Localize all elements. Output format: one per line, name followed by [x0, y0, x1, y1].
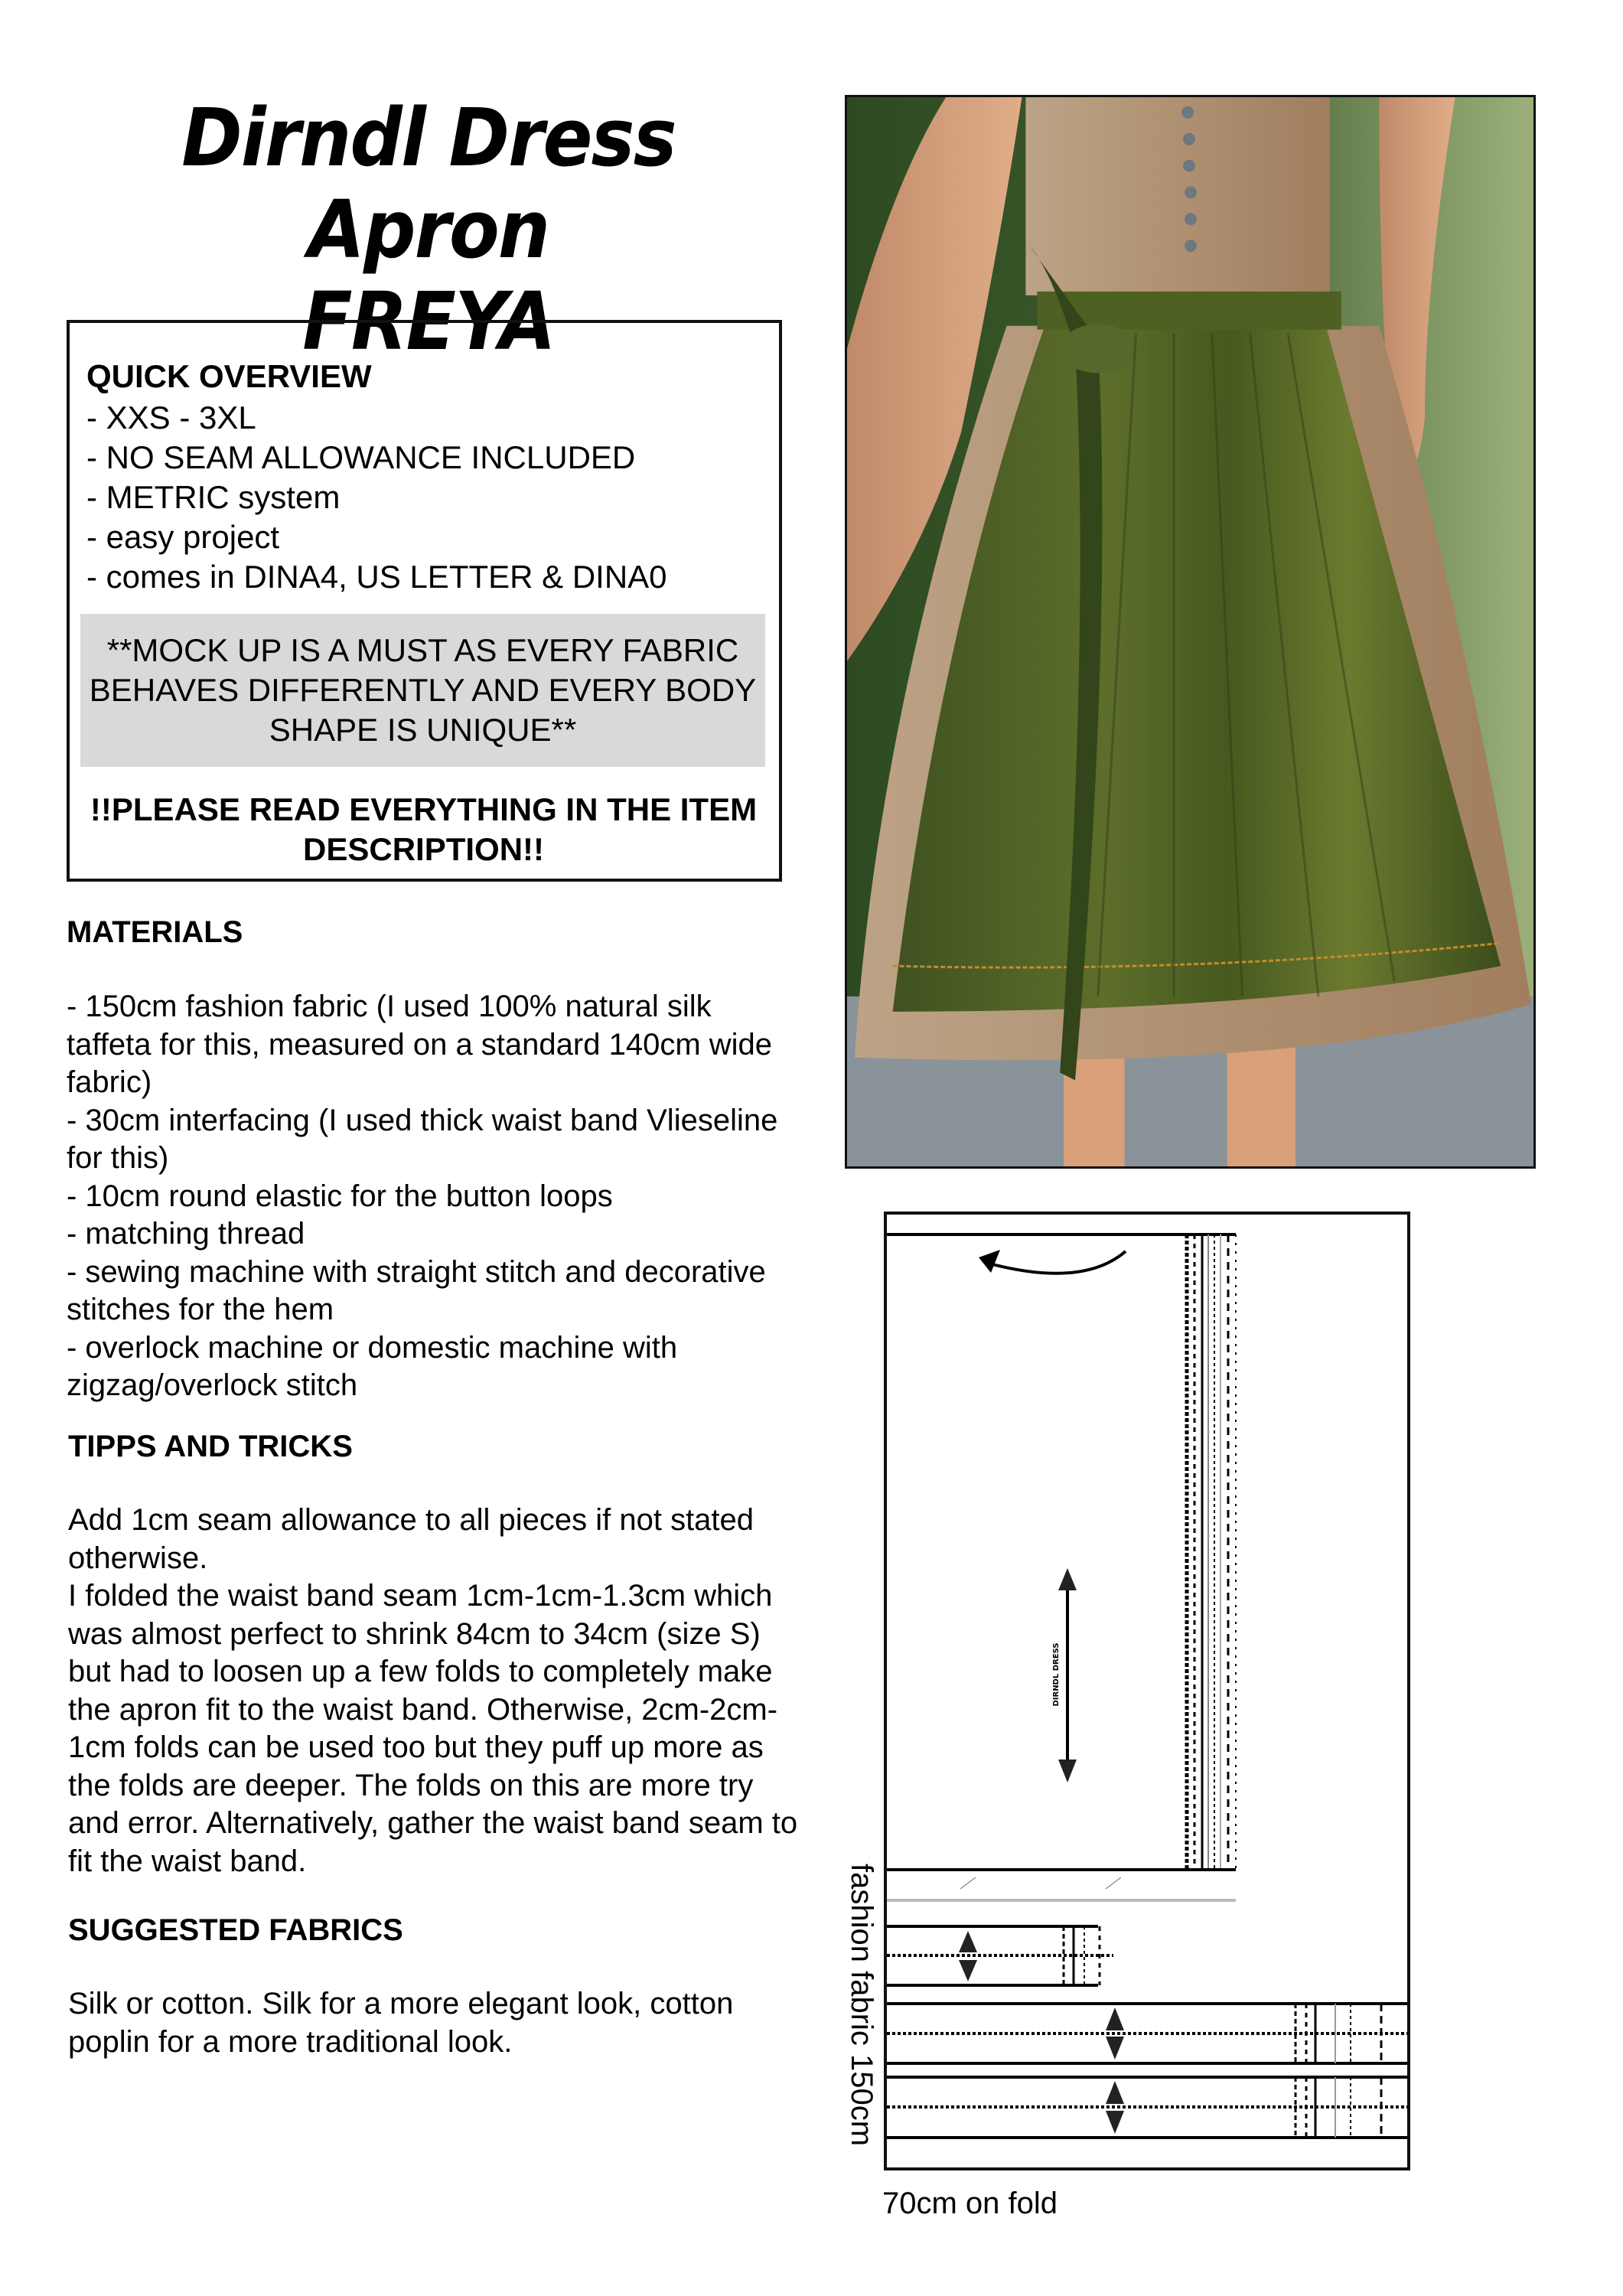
cutting-layout-drawing — [884, 1212, 1410, 2170]
fabrics-heading: SUGGESTED FABRICS — [68, 1913, 403, 1947]
title-line-1: Dirndl Dress Apron — [181, 91, 676, 276]
materials-heading: MATERIALS — [67, 915, 243, 949]
material-item: - 150cm fashion fabric (I used 100% natural silk taffeta for this, measured on a standard 140cm wide fabric) — [67, 990, 773, 1099]
material-item: - overlock machine or domestic machine with zigzag/overlock stitch — [67, 1330, 678, 1402]
overview-item: - comes in DINA4, US LETTER & DINA0 — [86, 559, 667, 595]
material-item: - 10cm round elastic for the button loops — [67, 1179, 613, 1213]
sash-piece-1 — [887, 2004, 1407, 2063]
quick-overview-list — [86, 398, 667, 597]
tips-text — [68, 1502, 803, 1880]
material-item: - sewing machine with straight stitch and decorative stitches for the hem — [67, 1254, 766, 1326]
title-line-2: FREYA — [302, 275, 555, 368]
mockup-notice: **MOCK UP IS A MUST AS EVERY FABRIC BEHAVES DIFFERENTLY AND EVERY BODY SHAPE IS UNIQUE** — [80, 614, 765, 767]
quick-overview-heading: QUICK OVERVIEW — [86, 358, 372, 394]
fabric-width-label: fashion fabric 150cm — [845, 1864, 878, 2147]
overview-item: - NO SEAM ALLOWANCE INCLUDED — [86, 439, 636, 475]
quick-overview-box — [67, 320, 782, 882]
overview-item: - easy project — [86, 519, 280, 555]
tips-paragraph: Add 1cm seam allowance to all pieces if not stated otherwise. — [68, 1503, 754, 1575]
fabrics-text: Silk or cotton. Silk for a more elegant look, cotton poplin for a more traditional look. — [68, 1987, 734, 2059]
fold-width-label: 70cm on fold — [882, 2187, 1058, 2220]
sash-piece-2 — [887, 2077, 1407, 2138]
apron-photo — [845, 95, 1536, 1169]
overview-item: - XXS - 3XL — [86, 400, 256, 435]
material-item: - matching thread — [67, 1217, 305, 1251]
cutting-layout-diagram — [884, 1212, 1410, 2170]
piece-label: DIRNDL DRESS — [1052, 1642, 1061, 1707]
tips-paragraph: I folded the waist band seam 1cm-1cm-1.3cm which was almost perfect to shrink 84cm to 34cm (size S) but had to loosen up a few folds to completely make the apron fit to the waist band. Otherwise, 2cm-2cm-1cm folds can be used too but they puff up more as the folds are deeper. The folds on this are more try and error. Alternatively, gather the waist band seam to fit the waist band. — [68, 1579, 798, 1878]
tips-heading: TIPPS AND TRICKS — [68, 1430, 353, 1463]
read-description-warning: !!PLEASE READ EVERYTHING IN THE ITEM DESCRIPTION!! — [90, 791, 758, 867]
materials-list — [67, 988, 778, 1405]
photo-illustration — [847, 97, 1533, 1166]
material-item: - 30cm interfacing (I used thick waist band Vlieseline for this) — [67, 1103, 778, 1175]
overview-item: - METRIC system — [86, 479, 341, 515]
fold-arrow — [989, 1251, 1126, 1274]
